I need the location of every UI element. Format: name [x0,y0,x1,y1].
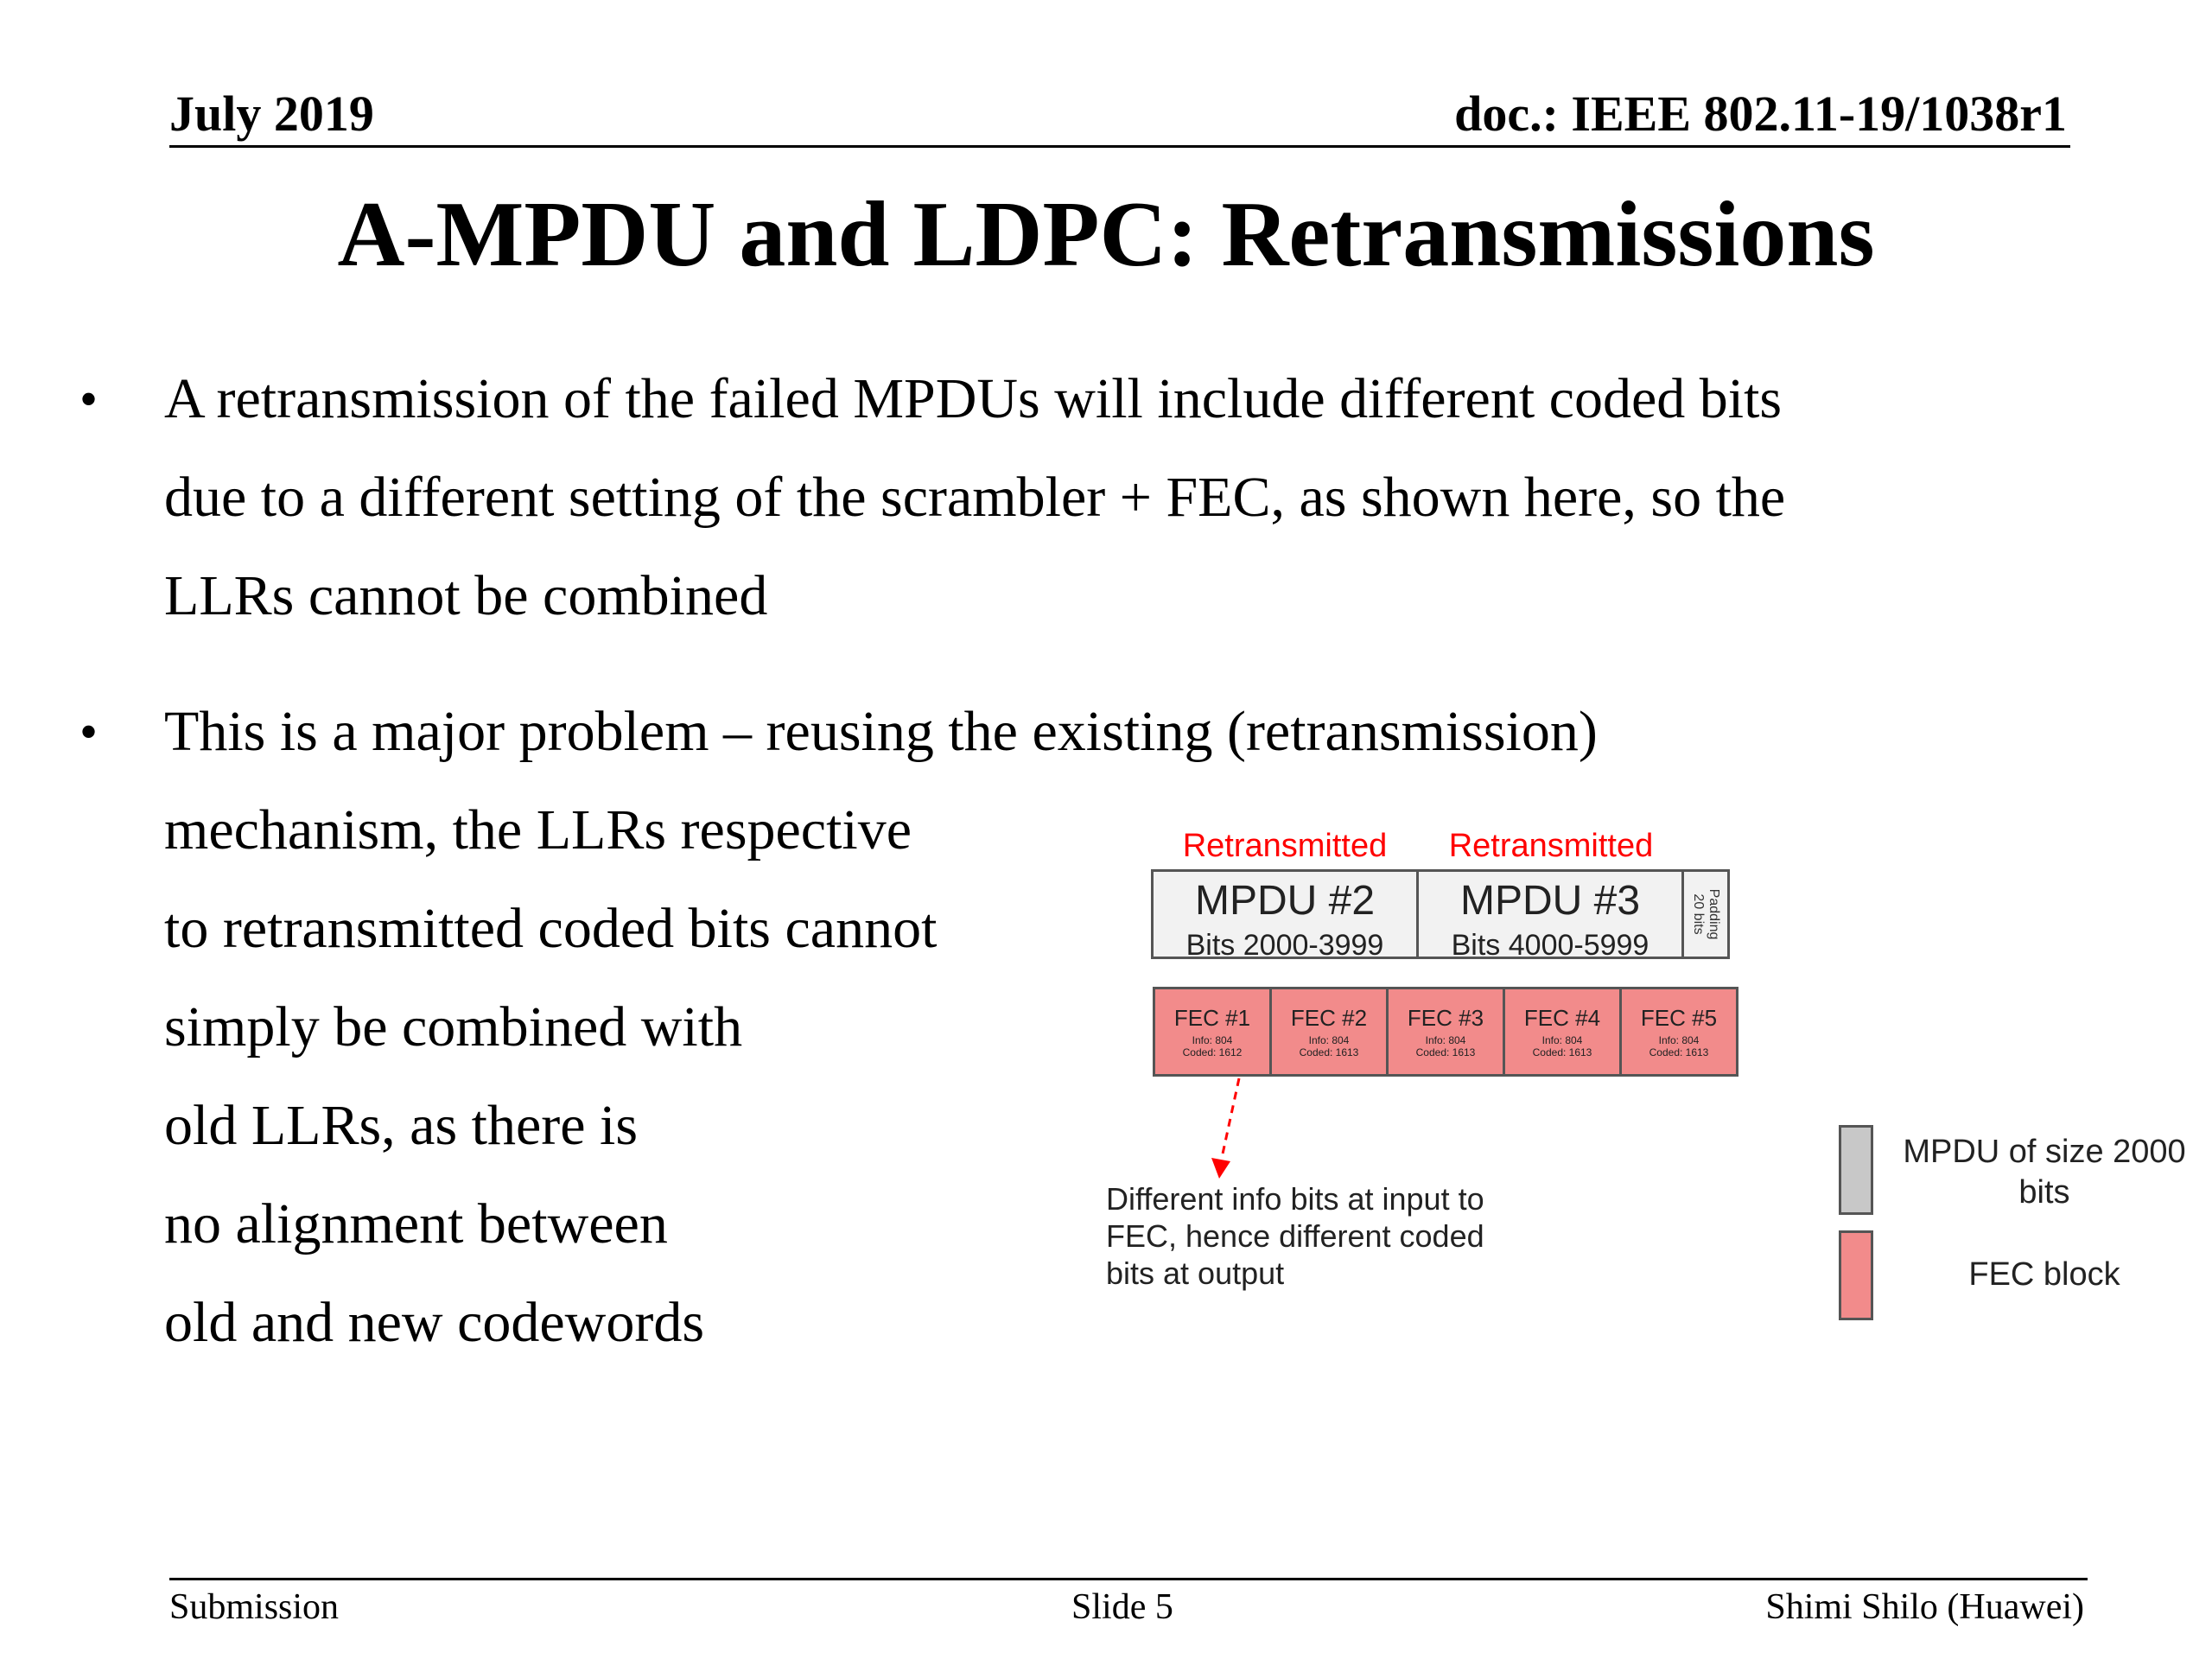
mpdu-block-2 [1151,869,1419,962]
dashed-arrow [1201,1071,1253,1184]
header-doc-id: doc.: IEEE 802.11-19/1038r1 [1454,86,2067,142]
mpdu-block-3 [1416,869,1684,962]
footer-divider [169,1578,2088,1580]
retransmitted-label-mpdu2: Retransmitted [1182,828,1388,864]
legend-fec-label: FEC block [1968,1256,2120,1293]
bullet-1-line-1: A retransmission of the failed MPDUs will include different coded bits [164,367,1783,430]
legend-fec-swatch [1839,1230,1873,1320]
bullet-2-line-7: old and new codewords [164,1291,705,1354]
bullet-1-line-3: LLRs cannot be combined [164,564,768,627]
fec-note: Different info bits at input to FEC, hence different coded bits at output [1106,1181,1484,1291]
fec-block: FEC #5 Info: 804 Coded: 1613 [1619,987,1738,1077]
mpdu-3-bits: Bits 4000-5999 [1451,929,1649,962]
footer-author: Shimi Shilo (Huawei) [1765,1587,2084,1627]
retransmitted-label-mpdu3: Retransmitted [1448,828,1654,864]
bullet-2-line-1: This is a major problem – reusing the existing (retransmission) [164,700,1598,763]
bullet-marker: • [79,703,99,760]
bullet-2-line-2: mechanism, the LLRs respective [164,798,912,861]
mpdu-2-name: MPDU #2 [1194,878,1376,924]
bullet-2-line-4: simply be combined with [164,995,743,1058]
bullet-2-line-3: to retransmitted coded bits cannot [164,897,938,960]
footer-slide-number: Slide 5 [1071,1587,1173,1627]
footer-submission: Submission [169,1587,340,1627]
legend-mpdu-label: MPDU of size 2000 bits [1903,1134,2186,1211]
header-date: July 2019 [169,86,374,142]
padding-block [1681,869,1730,959]
slide-title: A-MPDU and LDPC: Retransmissions [337,183,1875,286]
bullet-2-line-5: old LLRs, as there is [164,1094,639,1157]
mpdu-3-name: MPDU #3 [1459,878,1641,924]
bullet-2-line-6: no alignment between [164,1192,668,1255]
legend-mpdu-swatch [1839,1125,1873,1215]
fec-block: FEC #1 Info: 804 Coded: 1612 [1153,987,1272,1077]
header-divider [169,145,2070,148]
fec-block: FEC #4 Info: 804 Coded: 1613 [1503,987,1622,1077]
bullet-1 [164,350,1785,645]
bullet-1-line-2: due to a different setting of the scrambler + FEC, as shown here, so the [164,466,1786,529]
bullet-marker: • [79,371,99,428]
fec-block: FEC #2 Info: 804 Coded: 1613 [1269,987,1389,1077]
fec-block: FEC #3 Info: 804 Coded: 1613 [1386,987,1505,1077]
padding-label: Padding 20 bits [1691,888,1721,940]
mpdu-2-bits: Bits 2000-3999 [1185,929,1384,962]
